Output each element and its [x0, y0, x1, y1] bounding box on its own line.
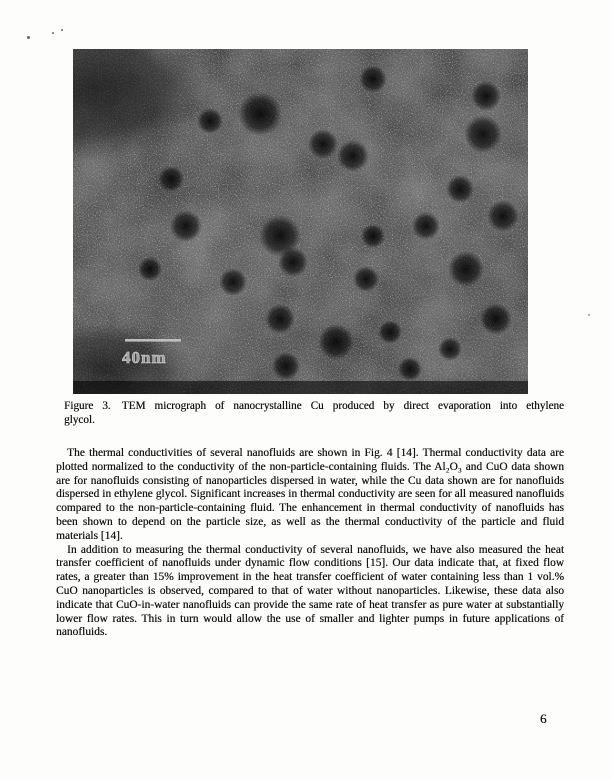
tem-micrograph-image: [73, 49, 528, 394]
scan-speck: [588, 314, 590, 316]
paragraph-heat-transfer: In addition to measuring the thermal conductivity of several nanofluids, we have also measured the heat transfer coefficient of nanofluids under dynamic flow conditions [15]. Our data indicate that, at fixed flow rates, a greater than 15% improvement in the heat transfer coefficient of water containing less than 1 vol.% CuO nanoparticles is observed, compared to that of water without nanoparticles. Likewise, these data also indicate that CuO-in-water nanofluids can provide the same rate of heat transfer as pure water at substantially lower flow rates. This in turn would allow the use of smaller and lighter pumps in future applications of nanofluids.: [56, 543, 564, 639]
scan-speck: [27, 36, 30, 39]
figure-caption-line: glycol.: [64, 414, 95, 426]
scan-speck: [52, 32, 54, 34]
figure-caption: [64, 399, 564, 427]
paragraph-thermal-conductivity: The thermal conductivities of several nanofluids are shown in Fig. 4 [14]. Thermal conductivity data are plotted normalized to the conductivity of the non-particle-containing fluids. The Al₂O₃ and CuO data shown are for nanofluids consisting of nanoparticles dispersed in water, while the Cu data shown are for nanofluids dispersed in ethylene glycol. Significant increases in thermal conductivity are seen for all measured nanofluids compared to the non-particle-containing fluid. The enhancement in thermal conductivity of nanofluids has been shown to depend on the particle size, as well as the thermal conductivity of the particle and fluid materials [14].: [56, 447, 564, 542]
body-text: [56, 447, 564, 640]
figure-caption-line: Figure 3. TEM micrograph of nanocrystalline Cu produced by direct evaporation into ethylene: [64, 400, 564, 412]
scan-speck: [61, 29, 63, 31]
tem-micrograph: [73, 49, 528, 394]
page-number: 6: [540, 711, 547, 726]
scale-bar-label: 40nm: [122, 348, 167, 367]
